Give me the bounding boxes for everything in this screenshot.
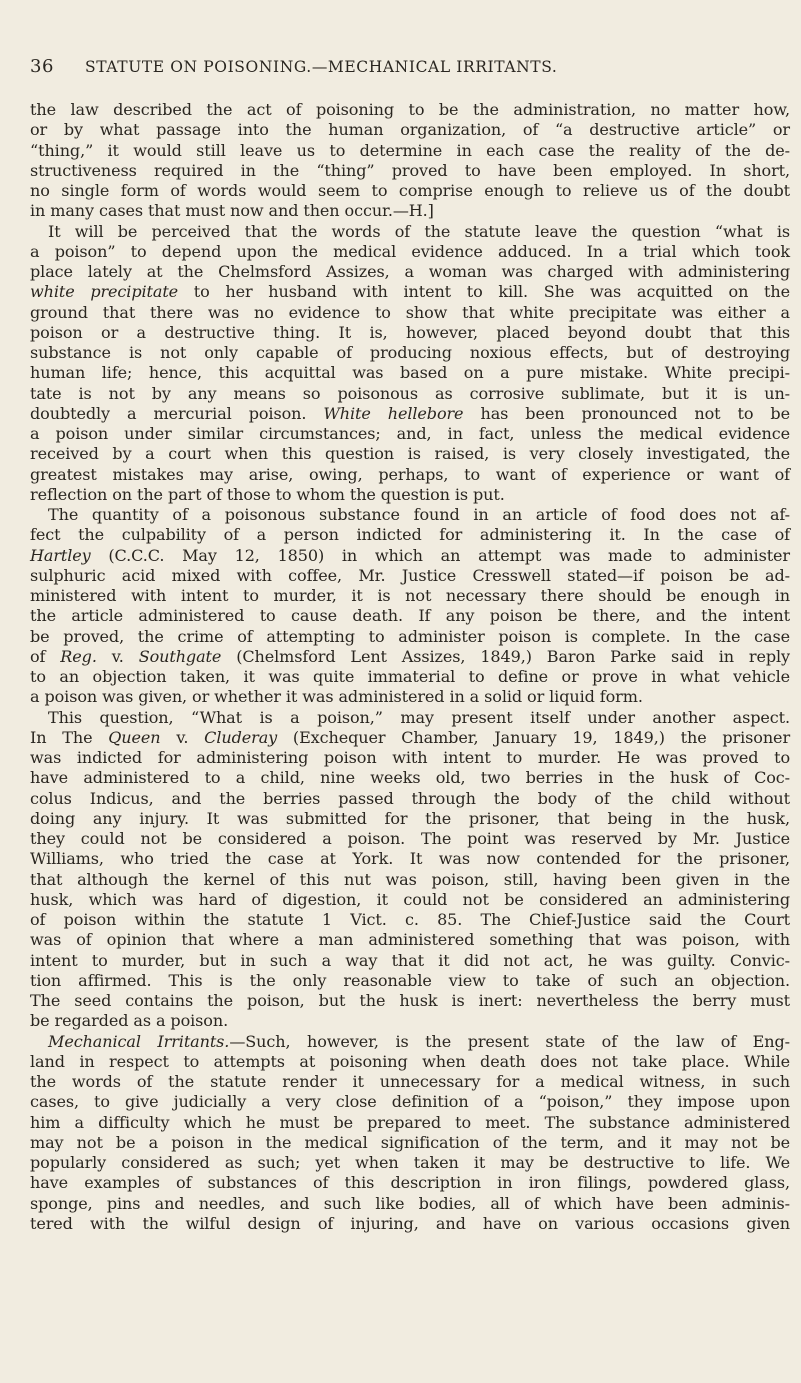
text-segment: structiveness required in the “thing” proved to have been employed. In short, [30, 160, 790, 180]
text-segment: husk, which was hard of digestion, it could not be considered an administering [30, 889, 790, 909]
text-segment: may not be a poison in the medical signification of the term, and it may not be [30, 1132, 790, 1152]
italic-segment: Reg. [60, 646, 97, 666]
text-line [30, 525, 790, 545]
text-line [30, 728, 790, 748]
italic-segment: Queen [108, 727, 161, 747]
text-segment: a poison was given, or whether it was administered in a solid or liquid form. [30, 687, 643, 707]
text-segment: In The [30, 727, 109, 747]
text-segment: have administered to a child, nine weeks old, two berries in the husk of Coc- [30, 768, 790, 788]
text-segment: The seed contains the poison, but the husk is inert: nevertheless the berry must [30, 991, 790, 1010]
text-line [30, 1194, 790, 1214]
text-segment: was of opinion that where a man administered something that was poison, with [30, 930, 790, 950]
text-segment: The quantity of a poisonous substance found in an article of food does not af- [48, 505, 790, 524]
text-segment: poison or a destructive thing. It is, however, placed beyond doubt that this [30, 322, 790, 342]
text-segment: popularly considered as such; yet when taken it may be destructive to life. We [30, 1153, 790, 1172]
text-segment: sponge, pins and needles, and such like bodies, all of which have been adminis- [30, 1193, 790, 1213]
text-line [30, 768, 790, 788]
text-segment: greatest mistakes may arise, owing, perhaps, to want of experience or want of [30, 464, 790, 484]
body-text [30, 100, 790, 1234]
text-segment: to her husband with intent to kill. She was acquitted on the [178, 282, 791, 302]
text-segment: colus Indicus, and the berries passed through the body of the child without [30, 788, 790, 808]
italic-segment: Southgate [138, 646, 222, 666]
text-segment: of poison within the statute 1 Vict. c. 85. The Chief-Justice said the Court [30, 910, 790, 929]
text-line [30, 424, 790, 444]
text-line [30, 444, 790, 464]
text-line [30, 789, 790, 809]
text-segment: place lately at the Chelmsford Assizes, a woman was charged with administering [30, 262, 790, 281]
text-line [30, 201, 790, 221]
text-segment: intent to murder, but in such a way that it did not act, he was guilty. Convic- [30, 950, 790, 970]
text-line [30, 1011, 790, 1031]
text-line [30, 667, 790, 687]
text-line [30, 910, 790, 930]
text-line [30, 282, 790, 302]
text-line [30, 505, 790, 525]
text-segment: (C.C.C. May 12, 1850) in which an attempt was made to administer [90, 545, 790, 565]
text-line [30, 606, 790, 626]
text-segment: the words of the statute render it unnecessary for a medical witness, in such [30, 1072, 790, 1091]
text-line [30, 748, 790, 768]
text-line [30, 242, 790, 262]
text-line [30, 546, 790, 566]
text-line [30, 687, 790, 707]
text-segment: substance is not only capable of producing noxious effects, but of destroying [30, 343, 790, 362]
text-line [30, 930, 790, 950]
text-segment: tion affirmed. This is the only reasonable view to take of such an objection. [30, 970, 790, 990]
text-segment: Williams, who tried the case at York. It was now contended for the prisoner, [30, 849, 790, 869]
text-segment: be regarded as a poison. [30, 1011, 229, 1031]
text-segment: no single form of words would seem to comprise enough to relieve us of the doubt [30, 181, 790, 200]
text-segment: doubtedly a mercurial poison. [30, 403, 324, 423]
text-segment: reflection on the part of those to whom the question is put. [30, 484, 505, 504]
text-line [30, 586, 790, 606]
text-line [30, 343, 790, 363]
text-line [30, 647, 790, 667]
text-segment: This question, “What is a poison,” may present itself under another aspect. [48, 707, 790, 727]
text-segment: (Exchequer Chamber, January 19, 1849,) the prisoner [277, 727, 791, 747]
text-segment: be proved, the crime of attempting to administer poison is complete. In the case [30, 626, 790, 646]
text-segment: have examples of substances of this description in iron filings, powdered glass, [30, 1173, 790, 1193]
text-segment: sulphuric acid mixed with coffee, Mr. Justice Cresswell stated—if poison be ad- [30, 565, 790, 585]
text-segment: that although the kernel of this nut was poison, still, having been given in the [30, 869, 790, 889]
text-segment: ministered with intent to murder, it is not necessary there should be enough in [30, 586, 790, 605]
text-segment: (Chelmsford Lent Assizes, 1849,) Baron Parke said in reply [221, 646, 790, 666]
text-segment: was indicted for administering poison with intent to murder. He was proved to [30, 748, 790, 767]
text-segment: or by what passage into the human organization, of “a destructive article” or [30, 120, 790, 140]
text-line [30, 951, 790, 971]
text-segment: a poison” to depend upon the medical evidence adduced. In a trial which took [30, 241, 790, 261]
italic-segment: Cluderay [204, 727, 278, 747]
text-line [30, 890, 790, 910]
text-line [30, 141, 790, 161]
italic-segment: White hellebore [323, 403, 464, 423]
text-line [30, 303, 790, 323]
text-line [30, 384, 790, 404]
text-segment: him a difficulty which he must be prepared to meet. The substance administered [30, 1112, 790, 1132]
page-number: 36 [30, 56, 54, 77]
text-line [30, 100, 790, 120]
text-segment: human life; hence, this acquittal was based on a pure mistake. White precipi- [30, 363, 790, 383]
text-line [30, 708, 790, 728]
text-segment: cases, to give judicially a very close definition of a “poison,” they impose upon [30, 1092, 790, 1112]
text-segment: of [30, 646, 61, 666]
text-line [30, 849, 790, 869]
text-line [30, 161, 790, 181]
italic-segment: Mechanical Irritants. [48, 1031, 230, 1051]
text-segment: ground that there was no evidence to show that white precipitate was either a [30, 302, 790, 322]
text-segment: a poison under similar circumstances; and, in fact, unless the medical evidence [30, 424, 790, 443]
text-segment: received by a court when this question is raised, is very closely investigated, the [30, 444, 790, 464]
text-segment: the law described the act of poisoning to be the administration, no matter how, [30, 100, 790, 119]
text-segment: tered with the wilful design of injuring, and have on various occasions given [30, 1213, 790, 1233]
text-segment: It will be perceived that the words of the statute leave the question “what is [48, 221, 790, 241]
text-segment: v. [160, 727, 205, 747]
text-segment: has been pronounced not to be [463, 403, 790, 423]
text-line [30, 971, 790, 991]
text-line [30, 1153, 790, 1173]
text-segment: fect the culpability of a person indicted for administering it. In the case of [30, 525, 790, 545]
text-line [30, 991, 790, 1011]
running-title: STATUTE ON POISONING.—MECHANICAL IRRITANTS. [85, 58, 558, 76]
text-line [30, 809, 790, 829]
text-line [30, 1214, 790, 1234]
text-line [30, 1133, 790, 1153]
text-segment: doing any injury. It was submitted for the prisoner, that being in the husk, [30, 808, 790, 828]
text-line [30, 485, 790, 505]
text-line [30, 323, 790, 343]
text-line [30, 627, 790, 647]
text-line [30, 262, 790, 282]
text-segment: tate is not by any means so poisonous as corrosive sublimate, but it is un- [30, 383, 790, 403]
text-segment: v. [96, 646, 139, 666]
text-segment: the article administered to cause death. If any poison be there, and the intent [30, 606, 790, 626]
text-line [30, 404, 790, 424]
text-line [30, 120, 790, 140]
italic-segment: Hartley [30, 545, 91, 565]
text-segment: —Such, however, is the present state of the law of Eng- [229, 1031, 790, 1051]
text-line [30, 870, 790, 890]
text-segment: in many cases that must now and then occur.—H.] [30, 201, 434, 221]
text-segment: land in respect to attempts at poisoning when death does not take place. While [30, 1051, 790, 1071]
text-line [30, 1032, 790, 1052]
text-line [30, 1072, 790, 1092]
text-line [30, 1092, 790, 1112]
text-line [30, 1052, 790, 1072]
text-segment: “thing,” it would still leave us to determine in each case the reality of the de- [30, 140, 790, 160]
text-segment: to an objection taken, it was quite immaterial to define or prove in what vehicle [30, 667, 790, 686]
text-line [30, 181, 790, 201]
text-line [30, 222, 790, 242]
text-line [30, 465, 790, 485]
text-segment: they could not be considered a poison. The point was reserved by Mr. Justice [30, 829, 790, 848]
running-head [30, 56, 770, 80]
text-line [30, 829, 790, 849]
text-line [30, 1173, 790, 1193]
text-line [30, 566, 790, 586]
italic-segment: white precipitate [30, 282, 179, 302]
text-line [30, 363, 790, 383]
text-line [30, 1113, 790, 1133]
